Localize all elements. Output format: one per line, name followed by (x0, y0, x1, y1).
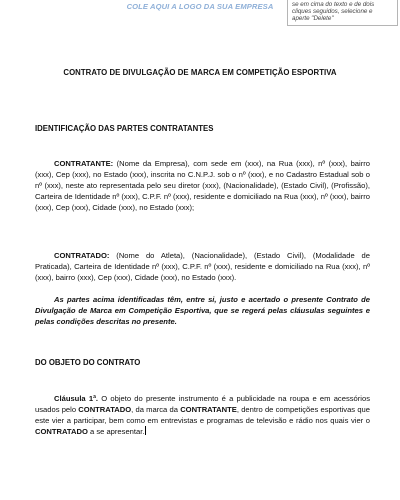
contratante-label: CONTRATANTE: (54, 159, 114, 168)
help-text-line: se em cima do texto e de dois (292, 1, 375, 8)
contratante-text: (Nome da Empresa), com sede em (xxx), na Rua (xxx), nº (xxx), bairro (xxx), Cep (xxx), no Estado (xxx), inscrita no C.N.P.J. sob o nº (xxx), e no Cadastro Estadual sob o nº (xxx), neste ato representada pelo seu diretor (xxx), (Nacionalidade), (Estado Civil), (Profissão), Carteira de Identidade nº (xxx), C.P.F. nº (xxx), residente e domiciliado na Rua (xxx), nº (xxx), bairro (xxx), Cep (xxx), Cidade (xxx), no Estado (xxx); (35, 159, 370, 212)
clause1-text: O objeto do presente instrumento é a publicidade na roupa e em acessórios usados pelo (35, 394, 370, 414)
contratado-text: (Nome do Atleta), (Nacionalidade), (Estado Civil), (Modalidade de Praticada), Carteira de Identidade nº (xxx), C.P.F. nº (xxx), residente e domiciliado na Rua (xxx), nº (xxx), bairro (xxx), Cep (xxx), Cidade (xxx), no Estado (xxx). (35, 251, 370, 282)
contratado-paragraph (35, 250, 370, 283)
clause1-contratante: CONTRATANTE (180, 405, 237, 414)
clause1-text: , da marca da (131, 405, 181, 414)
agreement-text: As partes acima identificadas têm, entre si, justo e acertado o presente Contrato de Divulgação de Marca em Competição Esportiva, que se regerá pelas cláusulas seguintes e pelas condições descritas no presente. (35, 295, 370, 326)
agreement-paragraph (35, 294, 370, 327)
clause1-text: a se apresentar. (87, 427, 145, 436)
contratante-paragraph (35, 158, 370, 213)
clause1-label: Cláusula 1ª. (54, 394, 99, 403)
clause1-paragraph[interactable] (35, 393, 370, 437)
document-title: CONTRATO DE DIVULGAÇÃO DE MARCA EM COMPETIÇÃO ESPORTIVA (63, 68, 337, 77)
help-text-line: aperte "Delete" (292, 15, 334, 22)
clause1-contratado: CONTRATADO (35, 427, 88, 436)
logo-placeholder[interactable]: COLE AQUI A LOGO DA SUA EMPRESA (126, 2, 274, 11)
contratado-label: CONTRATADO: (54, 251, 110, 260)
clause1-contratado: CONTRATADO (78, 405, 132, 414)
help-text-line: cliques seguidos, selecione e (292, 8, 373, 15)
section-heading-object: DO OBJETO DO CONTRATO (35, 358, 141, 367)
text-cursor (145, 426, 146, 435)
clause1-text: , dentro de competições esportivas que este vier a participar, bem como em entrevistas e programas de televisão e rádio nos quais vier o (35, 405, 370, 425)
section-heading-identification: IDENTIFICAÇÃO DAS PARTES CONTRATANTES (35, 124, 214, 133)
